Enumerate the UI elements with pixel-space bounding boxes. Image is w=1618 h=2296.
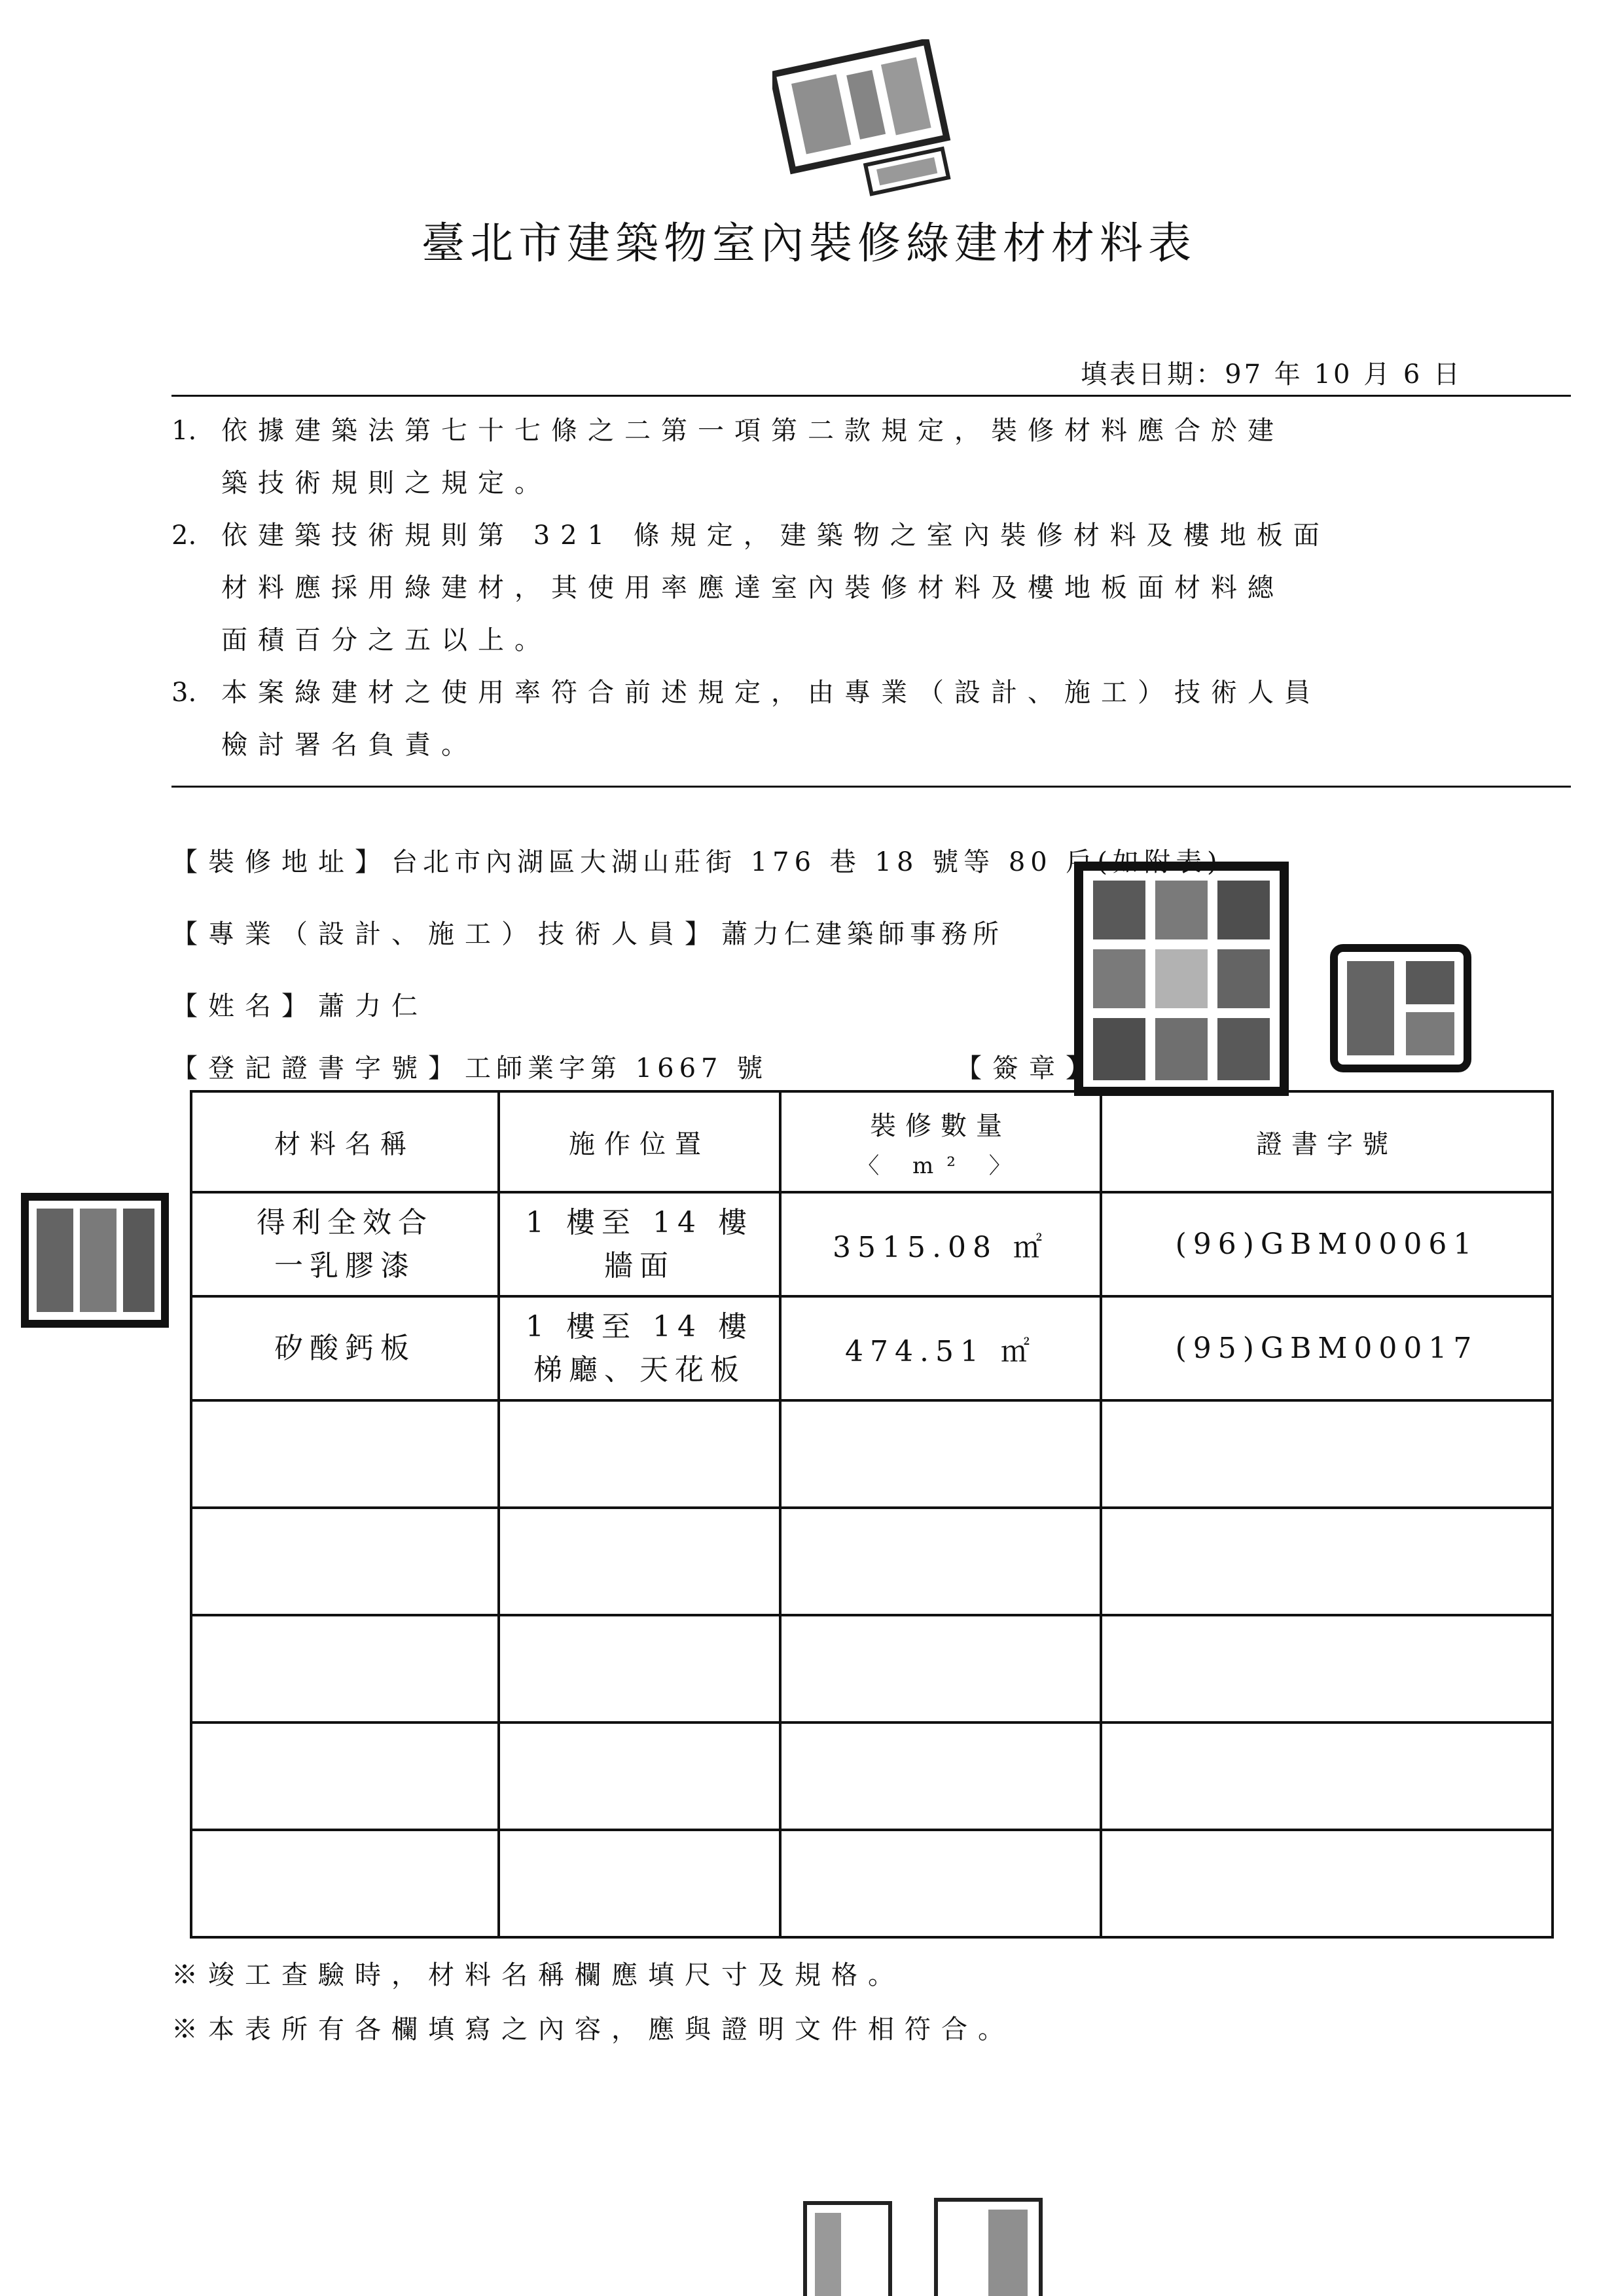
material-line: 矽酸鈣板 (274, 1331, 416, 1365)
location-line: 1 樓至 14 樓 (526, 1205, 753, 1239)
clause-2-cont: 材料應採用綠建材，其使用率應達室內裝修材料及樓地板面材料總 (221, 573, 1284, 603)
blank-cell (499, 1830, 780, 1937)
professional-field (171, 913, 1004, 951)
header-material: 材料名稱 (191, 1091, 499, 1192)
name-field (171, 985, 428, 1023)
table-header-row (191, 1091, 1553, 1192)
clause-3-cont: 檢討署名負責。 (221, 730, 478, 760)
blank-cell (191, 1400, 499, 1508)
blank-rows (191, 1400, 1553, 1937)
sign-label: 【簽章】 (956, 1053, 1102, 1084)
address-label: 【裝修地址】 (171, 847, 391, 877)
blank-cell (191, 1508, 499, 1615)
fill-date: 填表日期：97 年 10 月 6 日 (1081, 359, 1462, 390)
cert-label: 【登記證書字號】 (171, 1053, 465, 1084)
location-cell (499, 1192, 780, 1296)
clause-2-cont: 面積百分之五以上。 (221, 625, 551, 655)
name-label: 【姓名】 (171, 991, 318, 1021)
cert-no-cell: (95)GBM00017 (1101, 1296, 1553, 1400)
professional-value: 蕭力仁建築師事務所 (721, 919, 1004, 949)
clause-text: 依據建築法第七十七條之二第一項第二款規定，裝修材料應合於建 (221, 416, 1284, 446)
blank-cell (499, 1400, 780, 1508)
blank-table-row (191, 1615, 1553, 1722)
header-location: 施作位置 (499, 1091, 780, 1192)
header-quantity-unit: 〈 m² 〉 (857, 1152, 1024, 1179)
address-field (171, 841, 1223, 879)
blank-cell (780, 1830, 1101, 1937)
left-margin-stamp (20, 1192, 170, 1329)
clause-text: 依建築技術規則第 321 條規定，建築物之室內裝修材料及樓地板面 (221, 520, 1330, 551)
cert-value: 工師業字第 1667 號 (465, 1053, 768, 1084)
clause-number: 3. (171, 678, 197, 708)
location-line: 牆面 (604, 1248, 675, 1283)
middle-divider (171, 786, 1571, 788)
clause-list (171, 405, 1520, 771)
blank-table-row (191, 1830, 1553, 1937)
blank-cell (499, 1508, 780, 1615)
clause-number: 1. (171, 416, 197, 446)
header-quantity (780, 1091, 1101, 1192)
top-official-stamp (772, 39, 995, 210)
blank-cell (1101, 1400, 1553, 1508)
blank-cell (1101, 1722, 1553, 1830)
clause-1-cont: 築技術規則之規定。 (221, 468, 551, 498)
blank-cell (780, 1722, 1101, 1830)
table-row (191, 1192, 1553, 1296)
header-quantity-label: 裝修數量 (870, 1110, 1011, 1141)
blank-cell (780, 1615, 1101, 1722)
material-line: 一乳膠漆 (274, 1248, 416, 1283)
clause-text: 本案綠建材之使用率符合前述規定，由專業（設計、施工）技術人員 (221, 678, 1321, 708)
material-cell (191, 1192, 499, 1296)
note-2: ※本表所有各欄填寫之內容，應與證明文件相符合。 (171, 2014, 1015, 2045)
blank-table-row (191, 1508, 1553, 1615)
location-line: 1 樓至 14 樓 (526, 1309, 753, 1343)
blank-cell (191, 1830, 499, 1937)
note-1: ※竣工查驗時，材料名稱欄應填尺寸及規格。 (171, 1960, 905, 1990)
sign-field (956, 1048, 1102, 1085)
header-cert-no: 證書字號 (1101, 1091, 1553, 1192)
table-row (191, 1296, 1553, 1400)
office-seal-stamp (1073, 861, 1289, 1097)
clause-number: 2. (171, 520, 197, 551)
cert-no-cell: (96)GBM00061 (1101, 1192, 1553, 1296)
materials-table (190, 1090, 1554, 1939)
blank-cell (1101, 1508, 1553, 1615)
material-cell (191, 1296, 499, 1400)
blank-cell (780, 1400, 1101, 1508)
clause-1 (171, 405, 1520, 457)
blank-cell (1101, 1615, 1553, 1722)
location-line: 梯廳、天花板 (533, 1353, 746, 1387)
professional-label: 【專業（設計、施工）技術人員】 (171, 919, 721, 949)
blank-table-row (191, 1400, 1553, 1508)
personal-seal-stamp (1329, 943, 1473, 1074)
document-title: 臺北市建築物室內裝修綠建材材料表 (422, 218, 1196, 268)
blank-cell (191, 1722, 499, 1830)
material-line: 得利全效合 (257, 1205, 433, 1239)
blank-cell (499, 1615, 780, 1722)
name-value: 蕭力仁 (318, 991, 428, 1021)
cert-field (171, 1048, 768, 1085)
address-value: 台北市內湖區大湖山莊街 176 巷 18 號等 80 戶(如附表) (391, 847, 1223, 877)
quantity-cell: 3515.08 ㎡ (780, 1192, 1101, 1296)
blank-cell (780, 1508, 1101, 1615)
bottom-official-stamp (792, 2190, 1054, 2296)
blank-table-row (191, 1722, 1553, 1830)
clause-3 (171, 666, 1520, 719)
quantity-cell: 474.51 ㎡ (780, 1296, 1101, 1400)
blank-cell (1101, 1830, 1553, 1937)
location-cell (499, 1296, 780, 1400)
clause-2 (171, 509, 1520, 562)
blank-cell (191, 1615, 499, 1722)
blank-cell (499, 1722, 780, 1830)
top-divider (171, 395, 1571, 397)
